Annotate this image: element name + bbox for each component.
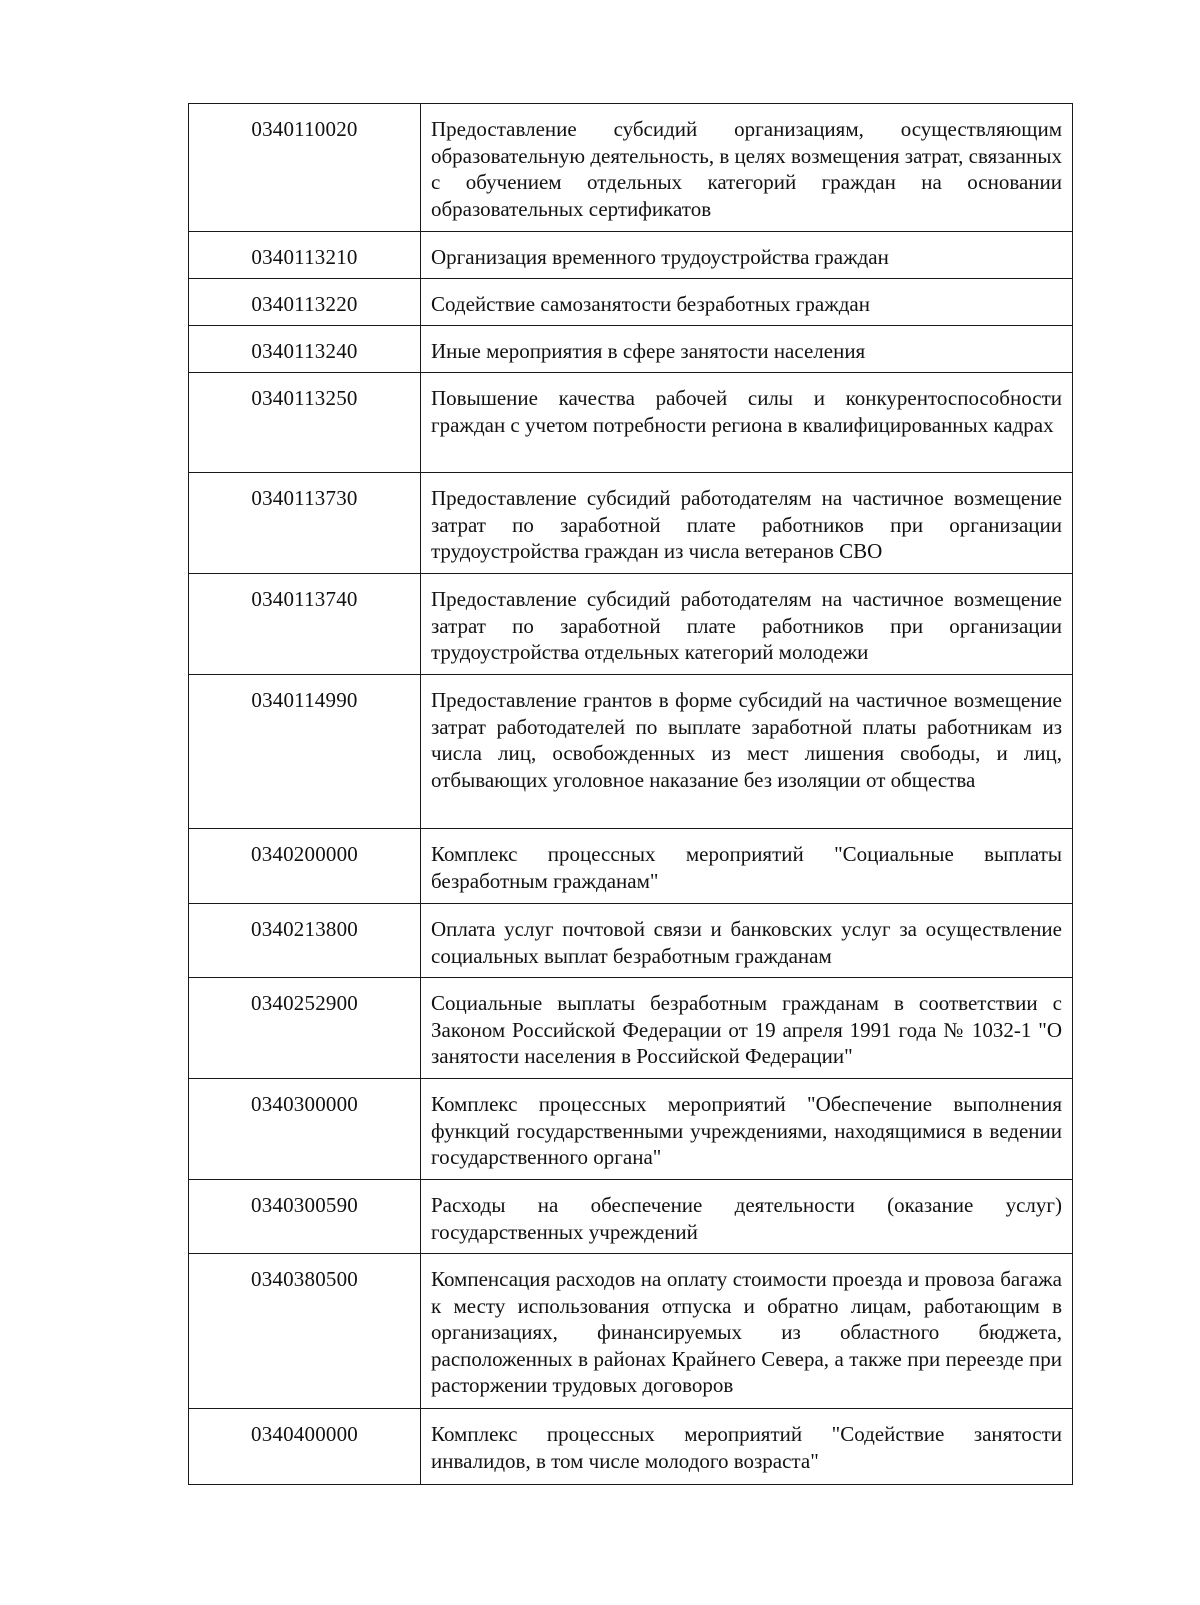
table-row [189, 1409, 1073, 1485]
row-description: Предоставление субсидий организациям, осуществляющим образовательную деятельность, в целях возмещения затрат, связанных с обучением отдельных категорий граждан на основании образовательных сертификатов [421, 104, 1073, 232]
row-description: Предоставление субсидий работодателям на частичное возмещение затрат по заработной плате работников при организации трудоустройства граждан из числа ветеранов СВО [421, 473, 1073, 574]
table-row [189, 829, 1073, 904]
table-row [189, 904, 1073, 978]
table-row [189, 473, 1073, 574]
row-code: 0340400000 [189, 1409, 421, 1485]
row-code: 0340300590 [189, 1180, 421, 1254]
row-description: Содействие самозанятости безработных граждан [421, 279, 1073, 326]
row-description: Повышение качества рабочей силы и конкурентоспособности граждан с учетом потребности региона в квалифицированных кадрах [421, 373, 1073, 473]
row-description: Оплата услуг почтовой связи и банковских услуг за осуществление социальных выплат безработным гражданам [421, 904, 1073, 978]
row-code: 0340113220 [189, 279, 421, 326]
row-code: 0340113250 [189, 373, 421, 473]
table-row [189, 373, 1073, 473]
row-description: Компенсация расходов на оплату стоимости проезда и провоза багажа к месту использования отпуска и обратно лицам, работающим в организациях, финансируемых из областного бюджета, расположенных в районах Крайнего Севера, а также при переезде при расторжении трудовых договоров [421, 1254, 1073, 1409]
row-description: Иные мероприятия в сфере занятости населения [421, 326, 1073, 373]
row-code: 0340213800 [189, 904, 421, 978]
row-description: Расходы на обеспечение деятельности (оказание услуг) государственных учреждений [421, 1180, 1073, 1254]
table-row [189, 1079, 1073, 1180]
row-description: Комплекс процессных мероприятий "Социальные выплаты безработным гражданам" [421, 829, 1073, 904]
row-code: 0340200000 [189, 829, 421, 904]
table-row [189, 574, 1073, 675]
row-code: 0340113210 [189, 232, 421, 279]
row-description: Комплекс процессных мероприятий "Обеспечение выполнения функций государственными учреждениями, находящимися в ведении государственного органа" [421, 1079, 1073, 1180]
table-row [189, 232, 1073, 279]
budget-codes-table [188, 103, 1073, 1485]
row-code: 0340300000 [189, 1079, 421, 1180]
table-row [189, 279, 1073, 326]
row-code: 0340113740 [189, 574, 421, 675]
row-code: 0340113240 [189, 326, 421, 373]
row-description: Предоставление грантов в форме субсидий на частичное возмещение затрат работодателей по выплате заработной платы работникам из числа лиц, освобожденных из мест лишения свободы, и лиц, отбывающих уголовное наказание без изоляции от общества [421, 675, 1073, 829]
row-code: 0340114990 [189, 675, 421, 829]
row-code: 0340110020 [189, 104, 421, 232]
row-description: Социальные выплаты безработным гражданам в соответствии с Законом Российской Федерации от 19 апреля 1991 года № 1032-1 "О занятости населения в Российской Федерации" [421, 978, 1073, 1079]
row-description: Предоставление субсидий работодателям на частичное возмещение затрат по заработной плате работников при организации трудоустройства отдельных категорий молодежи [421, 574, 1073, 675]
table-row [189, 326, 1073, 373]
row-code: 0340380500 [189, 1254, 421, 1409]
row-code: 0340252900 [189, 978, 421, 1079]
table-row [189, 104, 1073, 232]
row-code: 0340113730 [189, 473, 421, 574]
table-row [189, 1180, 1073, 1254]
table-row [189, 1254, 1073, 1409]
row-description: Комплекс процессных мероприятий "Содействие занятости инвалидов, в том числе молодого возраста" [421, 1409, 1073, 1485]
table-row [189, 675, 1073, 829]
row-description: Организация временного трудоустройства граждан [421, 232, 1073, 279]
table-row [189, 978, 1073, 1079]
